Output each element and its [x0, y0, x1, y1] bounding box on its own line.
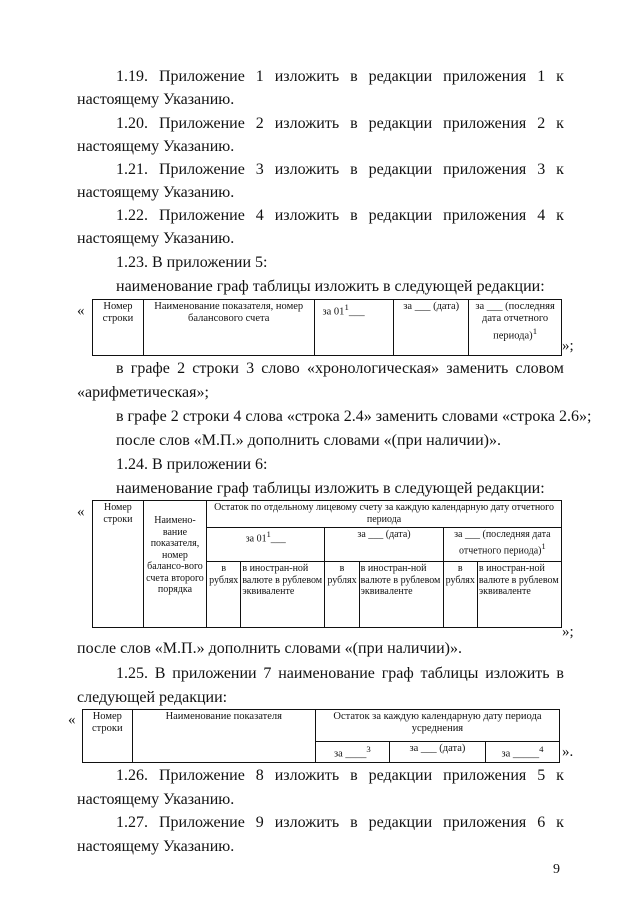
- t6-period-2: за ___ (дата): [325, 528, 443, 562]
- word: 2: [177, 360, 186, 377]
- word: 8: [255, 767, 264, 784]
- word: 4: [255, 207, 264, 224]
- word: изложить: [274, 814, 340, 831]
- word: приложения: [443, 207, 527, 224]
- clause-1-21-cont: настоящему Указанию.: [77, 184, 235, 201]
- clause-1-25: [116, 664, 564, 684]
- word: в: [556, 665, 564, 682]
- table6-close-quote: »;: [562, 624, 574, 640]
- word: изложить: [274, 68, 340, 85]
- mp-clause-2: после слов «М.П.» дополнить словами «(при наличии)».: [77, 640, 462, 657]
- word: приложения: [443, 68, 527, 85]
- t6-fx-1: в иностран-ной валюте в рублевом эквиваленте: [241, 562, 325, 628]
- word: в: [116, 360, 124, 377]
- clause-1-22: [116, 206, 564, 226]
- word: редакции: [368, 115, 433, 132]
- t5-col-date1: за $01^1\_\_\_$: [314, 300, 394, 356]
- word: заменить: [446, 360, 509, 377]
- clause-1-23: 1.23. В приложении 5:: [116, 254, 268, 271]
- clause-1-27: [116, 813, 564, 833]
- clause-1-20: [116, 114, 564, 134]
- word: в: [350, 814, 358, 831]
- mp-clause-1: после слов «М.П.» дополнить словами «(при наличии)».: [116, 432, 501, 449]
- word: Приложение: [158, 767, 245, 784]
- word: Приложение: [158, 161, 245, 178]
- word: 4: [537, 207, 546, 224]
- word: изложить: [274, 115, 340, 132]
- clause-1-27-cont: настоящему Указанию.: [77, 838, 235, 855]
- graph2-row3: [116, 359, 564, 379]
- table7-close-quote: ».: [562, 744, 574, 760]
- word: 3: [537, 161, 546, 178]
- word: 5: [537, 767, 546, 784]
- t7-col-number: Номер строки: [83, 710, 133, 763]
- clause-1-22-cont: настоящему Указанию.: [77, 230, 235, 247]
- word: Приложение: [158, 814, 245, 831]
- word: 2: [255, 115, 264, 132]
- t6-period-1: за $01^1\_\_\_$: [207, 528, 325, 562]
- word: 2: [537, 115, 546, 132]
- word: к: [556, 68, 564, 85]
- word: 1.21.: [116, 161, 148, 178]
- word: наименование: [278, 665, 375, 682]
- table-appendix-5: [92, 299, 562, 356]
- word: в: [350, 161, 358, 178]
- word: 3: [246, 360, 255, 377]
- t5-col-last-date: за ___ (последняя дата отчетного периода)$^1$: [469, 300, 562, 356]
- t7-sub-2: за ___ (дата): [389, 742, 485, 763]
- word: граф: [381, 665, 414, 682]
- word: изложить: [485, 665, 550, 682]
- word: редакции: [368, 207, 433, 224]
- t6-fx-3: в иностран-ной валюте в рублевом эквиваленте: [477, 562, 561, 628]
- word: к: [556, 814, 564, 831]
- word: 1: [537, 68, 546, 85]
- clause-1-20-cont: настоящему Указанию.: [77, 138, 235, 155]
- word: «хронологическая»: [306, 360, 440, 377]
- word: редакции: [368, 68, 433, 85]
- word: в: [350, 68, 358, 85]
- word: 6: [537, 814, 546, 831]
- t6-col-indicator: Наимено-вание показателя, номер балансо-вого счета второго порядка: [143, 501, 206, 628]
- table5-close-quote: »;: [562, 338, 574, 354]
- word: Приложение: [158, 115, 245, 132]
- word: в: [350, 115, 358, 132]
- table6-open-quote: «: [77, 504, 85, 520]
- clause-1-26-cont: настоящему Указанию.: [77, 791, 235, 808]
- clause-1-21: [116, 160, 564, 180]
- t6-period-3: за ___ (последняя дата отчетного периода)$^1$: [443, 528, 561, 562]
- word: к: [556, 161, 564, 178]
- word: изложить: [274, 207, 340, 224]
- clause-1-26: [116, 766, 564, 786]
- word: приложения: [443, 814, 527, 831]
- t6-col-number: Номер строки: [93, 501, 144, 628]
- word: словом: [515, 360, 564, 377]
- word: к: [556, 767, 564, 784]
- t6-header-balance: Остаток по отдельному лицевому счету за каждую календарную дату отчетного периода: [207, 501, 562, 528]
- word: 1.20.: [116, 115, 148, 132]
- word: в: [350, 207, 358, 224]
- word: 1.25.: [116, 665, 148, 682]
- word: приложении: [172, 665, 257, 682]
- word: изложить: [274, 767, 340, 784]
- t6-rub-2: в рублях: [325, 562, 359, 628]
- clause-1-25-cont: следующей редакции:: [77, 689, 228, 706]
- clause-1-23-intro: наименование граф таблицы изложить в следующей редакции:: [116, 278, 545, 295]
- table7-open-quote: «: [68, 712, 76, 728]
- word: слово: [261, 360, 300, 377]
- word: редакции: [368, 814, 433, 831]
- word: приложения: [443, 161, 527, 178]
- t7-sub-1: за ____$^3$: [315, 742, 389, 763]
- word: изложить: [274, 161, 340, 178]
- word: 1.27.: [116, 814, 148, 831]
- t6-fx-2: в иностран-ной валюте в рублевом эквиваленте: [359, 562, 443, 628]
- word: 1.19.: [116, 68, 148, 85]
- word: таблицы: [420, 665, 479, 682]
- table-appendix-6: [92, 500, 562, 628]
- word: к: [556, 207, 564, 224]
- word: Приложение: [158, 68, 245, 85]
- graph2-row4: в графе 2 строки 4 слова «строка 2.4» заменить словами «строка 2.6»;: [116, 408, 592, 425]
- t7-sub-3: за _____$^4$: [486, 742, 560, 763]
- clause-1-24: 1.24. В приложении 6:: [116, 456, 268, 473]
- word: 3: [255, 161, 264, 178]
- clause-1-19: [116, 67, 564, 87]
- clause-1-24-intro: наименование граф таблицы изложить в следующей редакции:: [116, 480, 545, 497]
- t6-rub-3: в рублях: [443, 562, 477, 628]
- word: приложения: [443, 115, 527, 132]
- graph2-row3-cont: «арифметическая»;: [77, 384, 209, 401]
- page-number: 9: [553, 862, 560, 877]
- word: редакции: [368, 767, 433, 784]
- t7-header-balance: Остаток за каждую календарную дату периода усреднения: [315, 710, 559, 742]
- t6-rub-1: в рублях: [207, 562, 241, 628]
- t5-col-number: Номер строки: [93, 300, 144, 356]
- table-appendix-7: [82, 709, 560, 763]
- word: графе: [130, 360, 170, 377]
- t5-col-indicator: Наименование показателя, номер балансового счета: [143, 300, 314, 356]
- word: приложения: [443, 767, 527, 784]
- word: редакции: [368, 161, 433, 178]
- table5-open-quote: «: [77, 303, 85, 319]
- clause-1-19-cont: настоящему Указанию.: [77, 91, 235, 108]
- word: 1.26.: [116, 767, 148, 784]
- word: Приложение: [158, 207, 245, 224]
- word: 1: [255, 68, 264, 85]
- word: строки: [192, 360, 239, 377]
- word: В: [154, 665, 166, 682]
- t5-col-date: за ___ (дата): [394, 300, 469, 356]
- t7-col-indicator: Наименование показателя: [132, 710, 315, 763]
- word: в: [350, 767, 358, 784]
- word: 7: [263, 665, 272, 682]
- word: к: [556, 115, 564, 132]
- word: 9: [255, 814, 264, 831]
- word: 1.22.: [116, 207, 148, 224]
